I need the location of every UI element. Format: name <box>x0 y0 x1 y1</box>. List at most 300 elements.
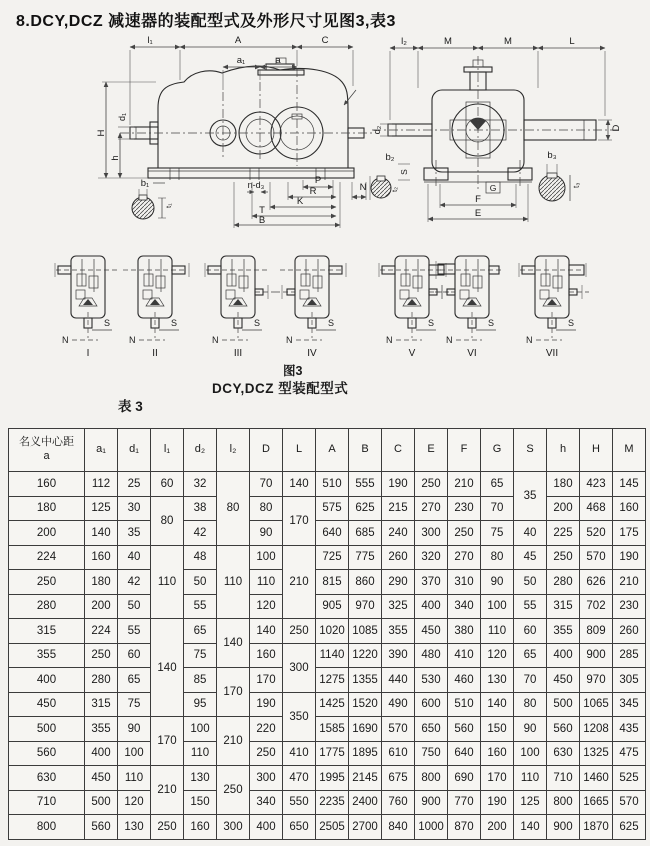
table-cell: 305 <box>613 668 646 693</box>
table-cell: 650 <box>283 815 316 840</box>
table-cell: 450 <box>547 668 580 693</box>
table-cell: 30 <box>118 496 151 521</box>
figure-caption: DCY,DCZ 型装配型式 <box>212 381 349 396</box>
table-row <box>9 643 646 668</box>
s-marker-label: S <box>568 318 575 328</box>
table-cell: 65 <box>481 472 514 497</box>
table-cell: 112 <box>85 472 118 497</box>
assembly-variant-VII <box>519 256 589 359</box>
header-col: G <box>481 429 514 472</box>
variant-numeral: V <box>408 348 416 359</box>
dim-P: P <box>314 175 322 186</box>
dim-b3: b₃ <box>547 150 557 161</box>
variant-numeral: VI <box>467 348 477 359</box>
table-row <box>9 619 646 644</box>
table-cell: 625 <box>349 496 382 521</box>
table-cell: 530 <box>415 668 448 693</box>
table-cell: 905 <box>316 594 349 619</box>
table-cell: 570 <box>382 717 415 742</box>
table-cell: 42 <box>118 570 151 595</box>
table-cell: 345 <box>613 692 646 717</box>
table-cell: 500 <box>85 790 118 815</box>
n-marker-label: N <box>446 335 453 345</box>
assembly-variant-II <box>123 256 189 359</box>
assembly-variant-I <box>55 256 120 359</box>
header-center-distance <box>9 429 85 472</box>
table-cell: 500 <box>547 692 580 717</box>
table-cell: 410 <box>283 741 316 766</box>
table-cell: 130 <box>118 815 151 840</box>
header-col: H <box>580 429 613 472</box>
table-cell: 170 <box>151 717 184 766</box>
table-cell: 2145 <box>349 766 382 791</box>
table-cell: 40 <box>514 521 547 546</box>
table-row <box>9 521 646 546</box>
table-cell: 75 <box>184 643 217 668</box>
table-cell: 280 <box>85 668 118 693</box>
table-cell: 325 <box>382 594 415 619</box>
table-cell: 190 <box>481 790 514 815</box>
table-cell: 110 <box>217 545 250 619</box>
table-cell: 460 <box>448 668 481 693</box>
table-cell: 340 <box>448 594 481 619</box>
table-cell: 110 <box>118 766 151 791</box>
cell-center-distance: 160 <box>9 472 85 497</box>
table-cell: 290 <box>382 570 415 595</box>
table-cell: 370 <box>415 570 448 595</box>
table-cell: 140 <box>85 521 118 546</box>
cell-center-distance: 710 <box>9 790 85 815</box>
table-cell: 250 <box>415 472 448 497</box>
table-cell: 675 <box>382 766 415 791</box>
table-cell: 320 <box>415 545 448 570</box>
table-cell: 860 <box>349 570 382 595</box>
table-cell: 560 <box>547 717 580 742</box>
table-cell: 1208 <box>580 717 613 742</box>
table-cell: 300 <box>250 766 283 791</box>
assembly-variant-VI <box>435 256 504 359</box>
cell-center-distance: 800 <box>9 815 85 840</box>
table-row <box>9 717 646 742</box>
table-cell: 450 <box>415 619 448 644</box>
table-cell: 180 <box>547 472 580 497</box>
table-cell: 50 <box>184 570 217 595</box>
table-cell: 210 <box>151 766 184 815</box>
n-marker-label: N <box>129 335 136 345</box>
table-cell: 900 <box>547 815 580 840</box>
table-cell: 1000 <box>415 815 448 840</box>
table-cell: 1690 <box>349 717 382 742</box>
table-cell: 350 <box>283 692 316 741</box>
table-row <box>9 472 646 497</box>
table-cell: 435 <box>613 717 646 742</box>
dim-C: C <box>321 35 329 46</box>
table-row <box>9 815 646 840</box>
dim-T: T <box>259 205 265 216</box>
table-cell: 200 <box>547 496 580 521</box>
table-cell: 270 <box>415 496 448 521</box>
table-row <box>9 496 646 521</box>
dim-F: F <box>475 194 481 205</box>
table-cell: 310 <box>448 570 481 595</box>
header-col: d₁ <box>118 429 151 472</box>
table-cell: 140 <box>514 815 547 840</box>
table-cell: 215 <box>382 496 415 521</box>
table-cell: 190 <box>250 692 283 717</box>
table-cell: 1275 <box>316 668 349 693</box>
table-cell: 225 <box>547 521 580 546</box>
dim-M1: M <box>444 36 452 47</box>
table-cell: 2700 <box>349 815 382 840</box>
table-cell: 800 <box>547 790 580 815</box>
dim-R: R <box>309 186 317 197</box>
table-cell: 240 <box>382 521 415 546</box>
table-cell: 32 <box>184 472 217 497</box>
table-cell: 640 <box>316 521 349 546</box>
table-cell: 760 <box>382 790 415 815</box>
table-cell: 2235 <box>316 790 349 815</box>
table-cell: 65 <box>514 643 547 668</box>
n-marker-label: N <box>62 335 69 345</box>
table-cell: 840 <box>382 815 415 840</box>
s-marker-label: S <box>254 318 261 328</box>
table-cell: 440 <box>382 668 415 693</box>
table-cell: 570 <box>613 790 646 815</box>
table-cell: 468 <box>580 496 613 521</box>
table-label: 表 3 <box>118 399 143 414</box>
table-cell: 1425 <box>316 692 349 717</box>
header-center-distance-line2: a <box>43 450 50 462</box>
table-cell: 210 <box>613 570 646 595</box>
table-cell: 85 <box>184 668 217 693</box>
assembly-variant-III <box>205 256 275 359</box>
table-cell: 75 <box>118 692 151 717</box>
table-cell: 35 <box>118 521 151 546</box>
header-col: F <box>448 429 481 472</box>
dim-a: a <box>275 55 281 66</box>
table-cell: 70 <box>481 496 514 521</box>
table-cell: 470 <box>283 766 316 791</box>
table-cell: 200 <box>85 594 118 619</box>
table-cell: 160 <box>85 545 118 570</box>
header-col: E <box>415 429 448 472</box>
table-cell: 120 <box>250 594 283 619</box>
table-cell: 80 <box>250 496 283 521</box>
table-cell: 150 <box>481 717 514 742</box>
figure-label: 图3 <box>283 364 303 378</box>
table-cell: 560 <box>85 815 118 840</box>
table-cell: 140 <box>151 619 184 717</box>
table-cell: 250 <box>547 545 580 570</box>
table-cell: 725 <box>316 545 349 570</box>
table-cell: 250 <box>151 815 184 840</box>
table-cell: 65 <box>118 668 151 693</box>
table-cell: 250 <box>217 766 250 815</box>
table-cell: 1140 <box>316 643 349 668</box>
cell-center-distance: 560 <box>9 741 85 766</box>
table-cell: 55 <box>118 619 151 644</box>
table-row <box>9 570 646 595</box>
table-cell: 50 <box>118 594 151 619</box>
table-cell: 150 <box>184 790 217 815</box>
cell-center-distance: 630 <box>9 766 85 791</box>
table-cell: 690 <box>448 766 481 791</box>
table-cell: 95 <box>184 692 217 717</box>
dim-b2: b₂ <box>385 152 395 163</box>
table-cell: 600 <box>415 692 448 717</box>
dim-t1: t₁ <box>164 203 173 208</box>
table-cell: 250 <box>250 741 283 766</box>
header-col: M <box>613 429 646 472</box>
table-cell: 25 <box>118 472 151 497</box>
header-center-distance-line1: 名义中心距 <box>19 436 74 449</box>
table-cell: 510 <box>316 472 349 497</box>
table-cell: 300 <box>415 521 448 546</box>
n-marker-label: N <box>212 335 219 345</box>
table-cell: 170 <box>217 668 250 717</box>
table-cell: 80 <box>481 545 514 570</box>
table-cell: 900 <box>580 643 613 668</box>
table-cell: 100 <box>481 594 514 619</box>
table-cell: 140 <box>283 472 316 497</box>
table-cell: 80 <box>217 472 250 546</box>
table-cell: 230 <box>448 496 481 521</box>
table-cell: 1085 <box>349 619 382 644</box>
table-cell: 140 <box>250 619 283 644</box>
table-cell: 480 <box>415 643 448 668</box>
table-cell: 355 <box>382 619 415 644</box>
dim-S: S <box>399 169 409 175</box>
table-cell: 160 <box>613 496 646 521</box>
table-cell: 450 <box>85 766 118 791</box>
table-cell: 210 <box>283 545 316 619</box>
cell-center-distance: 200 <box>9 521 85 546</box>
table-cell: 550 <box>283 790 316 815</box>
table-cell: 180 <box>85 570 118 595</box>
table-cell: 625 <box>613 815 646 840</box>
table-cell: 970 <box>580 668 613 693</box>
table-cell: 224 <box>85 619 118 644</box>
table-cell: 125 <box>85 496 118 521</box>
table-cell: 520 <box>580 521 613 546</box>
table-cell: 100 <box>250 545 283 570</box>
table-cell: 160 <box>250 643 283 668</box>
table-cell: 60 <box>514 619 547 644</box>
table-cell: 60 <box>118 643 151 668</box>
table-cell: 809 <box>580 619 613 644</box>
table-cell: 145 <box>613 472 646 497</box>
table-cell: 2400 <box>349 790 382 815</box>
variant-numeral: VII <box>545 348 559 359</box>
table-cell: 423 <box>580 472 613 497</box>
table-cell: 75 <box>481 521 514 546</box>
table-cell: 685 <box>349 521 382 546</box>
table-cell: 250 <box>448 521 481 546</box>
table-cell: 160 <box>184 815 217 840</box>
table-cell: 510 <box>448 692 481 717</box>
dim-D: D <box>611 124 622 132</box>
side-view-drawing <box>96 35 372 228</box>
table-cell: 400 <box>547 643 580 668</box>
n-marker-label: N <box>526 335 533 345</box>
table-cell: 300 <box>217 815 250 840</box>
variant-numeral: III <box>233 348 243 359</box>
table-cell: 400 <box>415 594 448 619</box>
table-cell: 750 <box>415 741 448 766</box>
assembly-variant-IV <box>275 256 346 359</box>
dim-L: L <box>569 36 575 47</box>
s-marker-label: S <box>428 318 435 328</box>
dim-h: h <box>110 155 121 161</box>
table-cell: 260 <box>613 619 646 644</box>
table-cell: 800 <box>415 766 448 791</box>
cell-center-distance: 450 <box>9 692 85 717</box>
table-cell: 410 <box>448 643 481 668</box>
table-cell: 42 <box>184 521 217 546</box>
table-cell: 45 <box>514 545 547 570</box>
table-cell: 400 <box>85 741 118 766</box>
dim-M2: M <box>504 36 512 47</box>
table-cell: 80 <box>151 496 184 545</box>
table-cell: 490 <box>382 692 415 717</box>
table-row <box>9 668 646 693</box>
table-cell: 90 <box>250 521 283 546</box>
table-row <box>9 741 646 766</box>
table-cell: 300 <box>283 643 316 692</box>
table-cell: 170 <box>481 766 514 791</box>
dim-l2: l₂ <box>401 36 407 47</box>
table-cell: 55 <box>184 594 217 619</box>
table-cell: 1325 <box>580 741 613 766</box>
header-col: S <box>514 429 547 472</box>
table-cell: 210 <box>448 472 481 497</box>
table-cell: 340 <box>250 790 283 815</box>
table-cell: 110 <box>250 570 283 595</box>
cell-center-distance: 250 <box>9 570 85 595</box>
dim-d1: d₁ <box>117 112 127 122</box>
table-cell: 870 <box>448 815 481 840</box>
table-cell: 110 <box>481 619 514 644</box>
table-cell: 400 <box>250 815 283 840</box>
table-cell: 80 <box>514 692 547 717</box>
table-cell: 970 <box>349 594 382 619</box>
table-cell: 1775 <box>316 741 349 766</box>
dim-K: K <box>296 196 304 207</box>
table-cell: 770 <box>448 790 481 815</box>
table-cell: 1020 <box>316 619 349 644</box>
table-cell: 1665 <box>580 790 613 815</box>
table-cell: 610 <box>382 741 415 766</box>
table-cell: 90 <box>481 570 514 595</box>
table-cell: 125 <box>514 790 547 815</box>
table-cell: 630 <box>547 741 580 766</box>
dim-G: G <box>489 183 497 193</box>
table-cell: 65 <box>184 619 217 644</box>
n-marker-label: N <box>286 335 293 345</box>
table-cell: 140 <box>481 692 514 717</box>
table-cell: 380 <box>448 619 481 644</box>
table-row <box>9 545 646 570</box>
table-cell: 640 <box>448 741 481 766</box>
table-cell: 35 <box>514 472 547 521</box>
table-cell: 390 <box>382 643 415 668</box>
table-cell: 100 <box>184 717 217 742</box>
table-cell: 55 <box>514 594 547 619</box>
table-cell: 140 <box>217 619 250 668</box>
dim-B: B <box>258 215 266 226</box>
table-cell: 110 <box>514 766 547 791</box>
cell-center-distance: 500 <box>9 717 85 742</box>
table-cell: 560 <box>448 717 481 742</box>
header-col: D <box>250 429 283 472</box>
dim-a1: a₁ <box>236 55 246 66</box>
page-title: 8.DCY,DCZ 减速器的装配型式及外形尺寸见图3,表3 <box>16 13 396 30</box>
table-cell: 475 <box>613 741 646 766</box>
table-cell: 1355 <box>349 668 382 693</box>
table-cell: 100 <box>118 741 151 766</box>
table-cell: 280 <box>547 570 580 595</box>
dim-E: E <box>474 208 482 219</box>
header-col: C <box>382 429 415 472</box>
table-cell: 50 <box>514 570 547 595</box>
table-cell: 626 <box>580 570 613 595</box>
table-cell: 250 <box>85 643 118 668</box>
assembly-variant-row <box>0 246 650 360</box>
table-cell: 100 <box>514 741 547 766</box>
table-cell: 1220 <box>349 643 382 668</box>
header-col: l₂ <box>217 429 250 472</box>
cell-center-distance: 280 <box>9 594 85 619</box>
variant-numeral: II <box>152 348 158 359</box>
dim-b1: b₁ <box>140 178 150 189</box>
table-cell: 170 <box>250 668 283 693</box>
table-row <box>9 594 646 619</box>
dim-l1: l₁ <box>147 35 153 46</box>
dimension-table <box>8 428 646 840</box>
table-cell: 130 <box>184 766 217 791</box>
table-cell: 160 <box>481 741 514 766</box>
table-cell: 170 <box>283 496 316 545</box>
table-cell: 702 <box>580 594 613 619</box>
dim-A: A <box>234 35 242 46</box>
table-cell: 175 <box>613 521 646 546</box>
table-cell: 285 <box>613 643 646 668</box>
cell-center-distance: 315 <box>9 619 85 644</box>
cell-center-distance: 400 <box>9 668 85 693</box>
table-cell: 1520 <box>349 692 382 717</box>
n-marker-label: N <box>386 335 393 345</box>
table-cell: 38 <box>184 496 217 521</box>
table-cell: 2505 <box>316 815 349 840</box>
table-cell: 260 <box>382 545 415 570</box>
figure-3-drawing <box>0 30 650 232</box>
variant-numeral: I <box>86 348 90 359</box>
table-cell: 570 <box>580 545 613 570</box>
table-cell: 220 <box>250 717 283 742</box>
s-marker-label: S <box>488 318 495 328</box>
table-cell: 110 <box>184 741 217 766</box>
table-cell: 650 <box>415 717 448 742</box>
table-cell: 315 <box>547 594 580 619</box>
table-cell: 1065 <box>580 692 613 717</box>
table-cell: 525 <box>613 766 646 791</box>
table-row <box>9 692 646 717</box>
table-cell: 1585 <box>316 717 349 742</box>
table-cell: 1460 <box>580 766 613 791</box>
table-cell: 775 <box>349 545 382 570</box>
header-col: B <box>349 429 382 472</box>
dim-t2: t₂ <box>390 187 399 192</box>
